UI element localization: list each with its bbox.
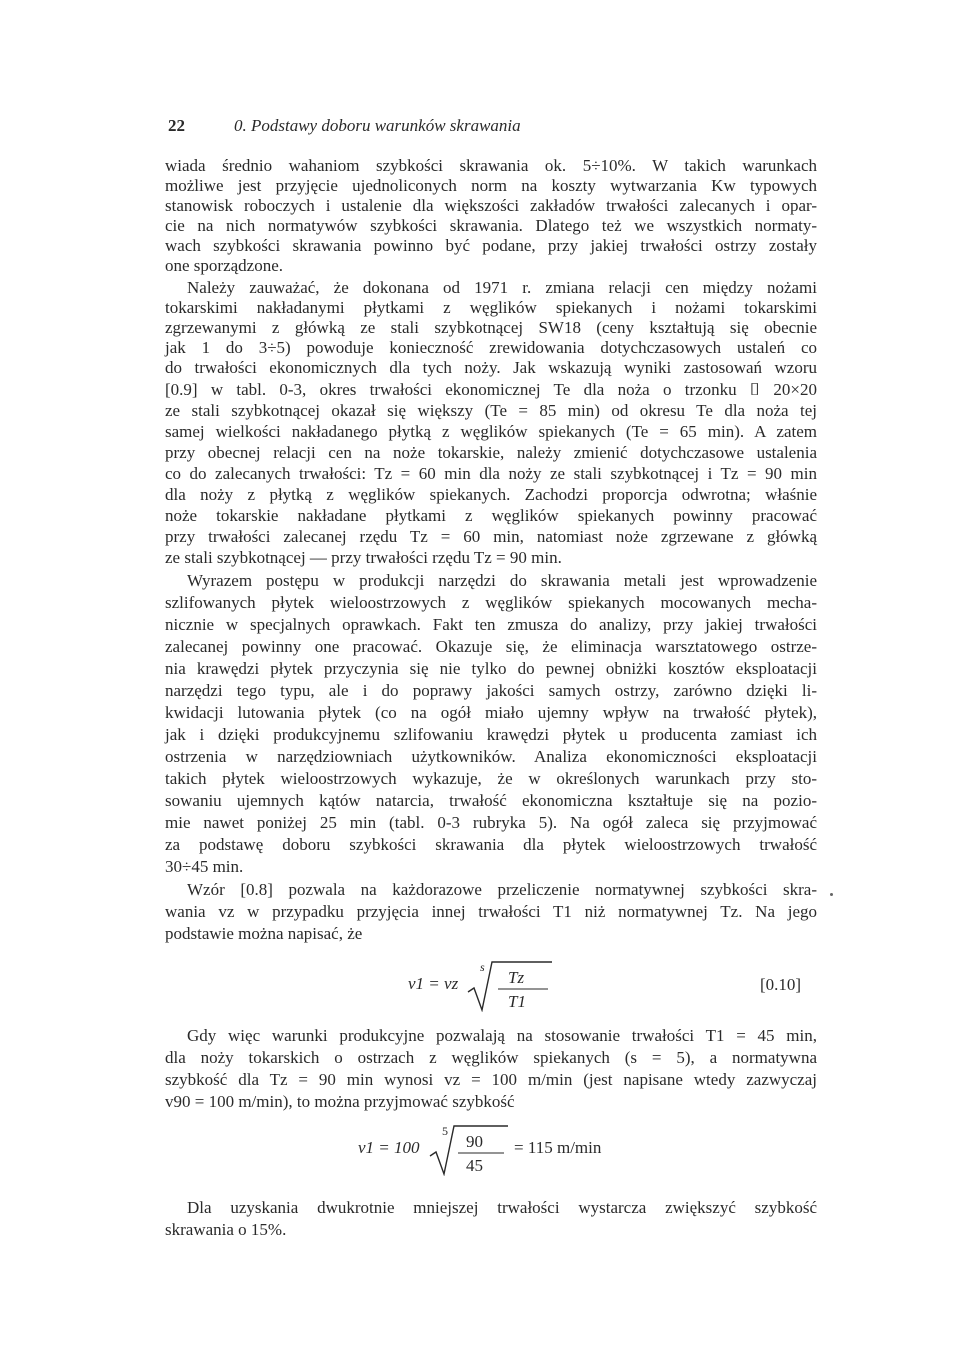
text-line: przy trwałości zalecanej rzędu Tz = 60 min, natomiast noże zgrzewane z główką [165,527,817,546]
fraction-numerator: Tz [508,968,525,987]
text-line: szybkość dla Tz = 90 min wynosi vz = 100 m/min (jest napisane wtedy zazwyczaj [165,1070,817,1089]
text-line: samej wielkości nakładanego płytką z węglików spiekanych (Te = 65 min). A zatem [165,422,817,441]
text-line: jak 1 do 3÷5) powoduje konieczność zrewidowania dotychczasowych ustaleń co [165,338,817,357]
text-line: szlifowanych płytek wieloostrzowych z węglików spiekanych mocowanych mecha- [165,593,817,612]
text-line: cie na nich normatywów szybkości skrawania. Dlatego też we wszystkich normaty- [165,216,817,235]
root-sign [462,958,554,1012]
text-line: kwidacji lutowania płytek (co na ogół miało ujemny wpływ na trwałość płytek), [165,703,817,722]
root-sign [424,1122,510,1176]
equation-number: [0.10] [760,975,802,994]
formula-calculation [358,1122,601,1176]
text-line: mie nawet poniżej 25 min (tabl. 0-3 rubryka 5). Na ogół zaleca się przyjmować [165,813,817,832]
page-header [168,116,818,142]
text-line: noże tokarskie nakładane płytkami z węglików spiekanych powinny pracować [165,506,817,525]
text-line: takich płytek wieloostrzowych wykazuje, że w określonych warunkach przy sto- [165,769,817,788]
text-line: 30÷45 min. [165,857,244,876]
text-line: podstawie można napisać, że [165,924,363,943]
text-line: przy obecnej relacji cen na noże tokarskie, należy zmienić dotychczasowe ustalenia [165,443,817,462]
text-line: narzędzi tego typu, ale i do poprawy jakości samych ostrzy, zarówno dzięki li- [165,681,817,700]
text-line: Gdy więc warunki produkcyjne pozwalają na stosowanie trwałości T1 = 45 min, [187,1026,817,1045]
text-line: za podstawę doboru szybkości skrawania dla płytek wieloostrzowych trwałość [165,835,817,854]
fraction-denominator: 45 [465,1156,483,1175]
fraction-denominator: T1 [508,992,527,1011]
text-line: do trwałości ekonomicznych dla tych noży. Jak wskazują wyniki zastosowań wzoru [165,358,817,377]
page-number: 22 [168,116,185,135]
text-line: co do zalecanych trwałości: Tz = 60 min dla noży ze stali szybkotnącej i Tz = 90 min [165,464,817,483]
formula-lhs: v1 = vz [408,973,459,993]
text-line: [0.9] w tabl. 0-3, okres trwałości ekonomicznej Te dla noża o trzonku ⌷ 20×20 [165,380,817,399]
text-line: dla noży z płytką z węglików spiekanych. Zachodzi proporcja odwrotna; właśnie [165,485,817,504]
root-index: 5 [441,1124,448,1138]
text-line: wiada średnio wahaniom szybkości skrawania ok. 5÷10%. W takich warunkach [165,156,817,175]
text-line: ze stali szybkotnącej okazał się większy (Te = 85 min) od okresu Te dla noża tej [165,401,817,420]
formula-lhs: v1 = 100 [358,1137,420,1157]
text-line: tokarskimi nakładanymi płytkami z węglików spiekanych i nożami tokarskimi [165,298,817,317]
text-line: wania vz w przypadku przyjęcia innej trwałości T1 niż normatywnej Tz. Na jego [165,902,817,921]
text-line: nia krawędzi płytek przyczynia się nie tylko do pewnej obniżki kosztów eksploatacji [165,659,817,678]
text-line: Należy zauważać, że dokonana od 1971 r. zmiana relacji cen między nożami [187,278,817,297]
text-line: Wyrazem postępu w produkcji narzędzi do skrawania metali jest wprowadzenie [187,571,817,590]
text-line: ostrzenia w narzędziowniach użytkowników. Analiza ekonomiczności eksploatacji [165,747,817,766]
text-line: v90 = 100 m/min), to można przyjmować szybkość [165,1092,515,1111]
text-line: jak i dzięki produkcyjnemu szlifowaniu krawędzi płytek u producenta zamiast ich [165,725,817,744]
stray-dot [830,893,833,896]
text-line: ze stali szybkotnącej — przy trwałości rzędu Tz = 90 min. [165,548,562,567]
text-line: dla noży tokarskich o ostrzach z węglików spiekanych (s = 5), a normatywna [165,1048,817,1067]
running-title: 0. Podstawy doboru warunków skrawania [234,116,521,135]
root-index: s [480,960,486,974]
text-line: wach szybkości skrawania powinno być podane, przy jakiej trwałości ostrzy zostały [165,236,817,255]
formula-010 [408,958,554,1012]
text-line: Wzór [0.8] pozwala na każdorazowe przeliczenie normatywnej szybkości skra- [187,880,817,899]
text-line: Dla uzyskania dwukrotnie mniejszej trwałości wystarcza zwiększyć szybkość [187,1198,817,1217]
text-line: zgrzewanymi z główką ze stali szybkotnącej SW18 (ceny kształtują się obecnie [165,318,817,337]
text-line: możliwe jest przyjęcie ujednoliconych norm na koszty wytwarzania Kw typowych [165,176,817,195]
fraction-numerator: 90 [465,1132,483,1151]
text-line: zalecanej powinny one pracować. Okazuje się, że eliminacja warsztatowego ostrze- [165,637,817,656]
text-line: stanowisk roboczych i ustalenie dla większości zakładów trwałości zalecanych i opar- [165,196,817,215]
text-line: nicznie w specjalnych oprawkach. Fakt ten zmusza do analizy, przy jakiej trwałości [165,615,817,634]
text-line: one sporządzone. [165,256,284,275]
formula-rhs: = 115 m/min [514,1137,602,1157]
text-line: sowaniu ujemnych kątów natarcia, trwałość ekonomiczna kształtuje się na pozio- [165,791,817,810]
text-line: skrawania o 15%. [165,1220,287,1239]
